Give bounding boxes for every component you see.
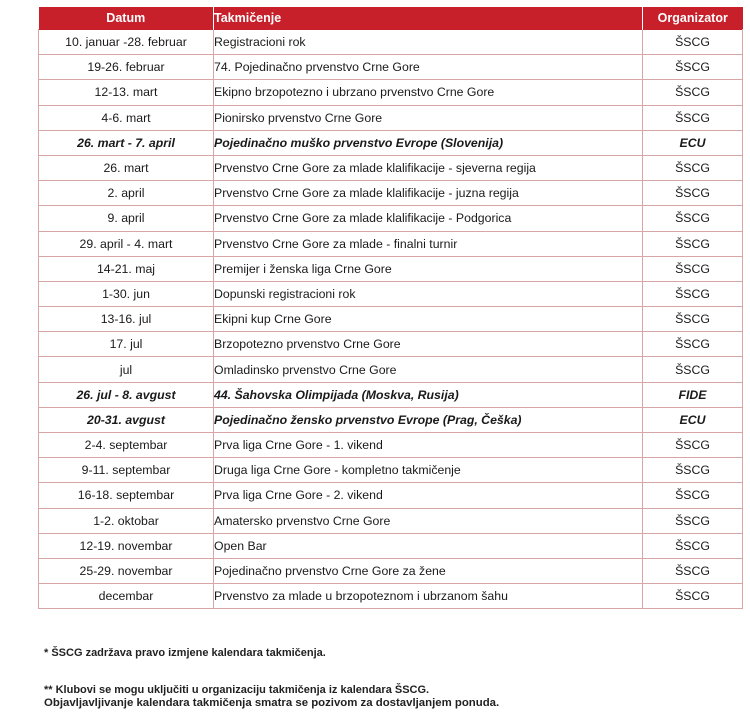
row-organizer: ŠSCG bbox=[643, 80, 743, 105]
row-date: 1-2. oktobar bbox=[39, 508, 214, 533]
row-organizer: ŠSCG bbox=[643, 357, 743, 382]
row-date: 26. mart bbox=[39, 155, 214, 180]
row-date: 2-4. septembar bbox=[39, 433, 214, 458]
row-organizer: ŠSCG bbox=[643, 30, 743, 55]
table-row bbox=[39, 181, 743, 206]
row-competition: Dopunski registracioni rok bbox=[214, 281, 643, 306]
header-organizer: Organizator bbox=[643, 7, 743, 30]
row-date: 9-11. septembar bbox=[39, 458, 214, 483]
row-date: 14-21. maj bbox=[39, 256, 214, 281]
row-date: 19-26. februar bbox=[39, 55, 214, 80]
row-competition: Open Bar bbox=[214, 533, 643, 558]
row-organizer: ECU bbox=[643, 407, 743, 432]
row-organizer: ŠSCG bbox=[643, 105, 743, 130]
row-competition: Pionirsko prvenstvo Crne Gore bbox=[214, 105, 643, 130]
header-date: Datum bbox=[39, 7, 214, 30]
table-row bbox=[39, 558, 743, 583]
table-header-row bbox=[39, 7, 743, 30]
row-competition: 44. Šahovska Olimpijada (Moskva, Rusija) bbox=[214, 382, 643, 407]
row-competition: Registracioni rok bbox=[214, 30, 643, 55]
row-date: decembar bbox=[39, 584, 214, 609]
table-row bbox=[39, 584, 743, 609]
competition-calendar-table bbox=[38, 7, 743, 609]
row-date: 25-29. novembar bbox=[39, 558, 214, 583]
row-date: 10. januar -28. februar bbox=[39, 30, 214, 55]
row-competition: Prvenstvo Crne Gore za mlade klalifikacije - Podgorica bbox=[214, 206, 643, 231]
table-row bbox=[39, 357, 743, 382]
row-organizer: ŠSCG bbox=[643, 206, 743, 231]
row-date: 29. april - 4. mart bbox=[39, 231, 214, 256]
row-date: 13-16. jul bbox=[39, 307, 214, 332]
table-row bbox=[39, 433, 743, 458]
row-date: 4-6. mart bbox=[39, 105, 214, 130]
row-competition: 74. Pojedinačno prvenstvo Crne Gore bbox=[214, 55, 643, 80]
row-organizer: ŠSCG bbox=[643, 584, 743, 609]
row-competition: Prva liga Crne Gore - 2. vikend bbox=[214, 483, 643, 508]
row-organizer: ŠSCG bbox=[643, 181, 743, 206]
row-organizer: ŠSCG bbox=[643, 433, 743, 458]
row-date: 9. april bbox=[39, 206, 214, 231]
row-organizer: ŠSCG bbox=[643, 533, 743, 558]
row-date: jul bbox=[39, 357, 214, 382]
row-organizer: ŠSCG bbox=[643, 55, 743, 80]
row-organizer: ŠSCG bbox=[643, 231, 743, 256]
row-date: 20-31. avgust bbox=[39, 407, 214, 432]
table-row bbox=[39, 332, 743, 357]
row-organizer: ŠSCG bbox=[643, 155, 743, 180]
table-row bbox=[39, 508, 743, 533]
row-organizer: ŠSCG bbox=[643, 256, 743, 281]
table-row bbox=[39, 483, 743, 508]
row-organizer: ECU bbox=[643, 130, 743, 155]
row-competition: Ekipni kup Crne Gore bbox=[214, 307, 643, 332]
row-date: 26. mart - 7. april bbox=[39, 130, 214, 155]
table-row bbox=[39, 458, 743, 483]
row-competition: Amatersko prvenstvo Crne Gore bbox=[214, 508, 643, 533]
footnote-3: Objavljavljivanje kalendara takmičenja smatra se pozivom za dostavljanjem ponuda. bbox=[44, 697, 500, 709]
table-row bbox=[39, 55, 743, 80]
row-date: 17. jul bbox=[39, 332, 214, 357]
row-competition: Pojedinačno prvenstvo Crne Gore za žene bbox=[214, 558, 643, 583]
table-row bbox=[39, 30, 743, 55]
table-row bbox=[39, 281, 743, 306]
row-competition: Prvenstvo Crne Gore za mlade klalifikacije - juzna regija bbox=[214, 181, 643, 206]
table-row bbox=[39, 382, 743, 407]
row-competition: Brzopotezno prvenstvo Crne Gore bbox=[214, 332, 643, 357]
row-date: 2. april bbox=[39, 181, 214, 206]
table-row bbox=[39, 105, 743, 130]
row-competition: Pojedinačno žensko prvenstvo Evrope (Prag, Češka) bbox=[214, 407, 643, 432]
row-competition: Prvenstvo za mlade u brzopoteznom i ubrzanom šahu bbox=[214, 584, 643, 609]
row-organizer: ŠSCG bbox=[643, 458, 743, 483]
row-organizer: ŠSCG bbox=[643, 281, 743, 306]
row-date: 1-30. jun bbox=[39, 281, 214, 306]
row-competition: Druga liga Crne Gore - kompletno takmičenje bbox=[214, 458, 643, 483]
row-date: 12-13. mart bbox=[39, 80, 214, 105]
table-row bbox=[39, 307, 743, 332]
row-organizer: ŠSCG bbox=[643, 332, 743, 357]
row-organizer: ŠSCG bbox=[643, 307, 743, 332]
table-body bbox=[39, 30, 743, 609]
table-row bbox=[39, 256, 743, 281]
row-competition: Pojedinačno muško prvenstvo Evrope (Slovenija) bbox=[214, 130, 643, 155]
header-competition: Takmičenje bbox=[214, 7, 643, 30]
table-row bbox=[39, 130, 743, 155]
row-organizer: ŠSCG bbox=[643, 558, 743, 583]
row-organizer: ŠSCG bbox=[643, 483, 743, 508]
row-date: 12-19. novembar bbox=[39, 533, 214, 558]
row-organizer: ŠSCG bbox=[643, 508, 743, 533]
table-row bbox=[39, 533, 743, 558]
row-competition: Omladinsko prvenstvo Crne Gore bbox=[214, 357, 643, 382]
table-row bbox=[39, 80, 743, 105]
row-competition: Prvenstvo Crne Gore za mlade klalifikacije - sjeverna regija bbox=[214, 155, 643, 180]
row-date: 16-18. septembar bbox=[39, 483, 214, 508]
row-date: 26. jul - 8. avgust bbox=[39, 382, 214, 407]
footnote-2: ** Klubovi se mogu uključiti u organizaciju takmičenja iz kalendara ŠSCG. bbox=[44, 684, 430, 696]
row-competition: Ekipno brzopotezno i ubrzano prvenstvo Crne Gore bbox=[214, 80, 643, 105]
table-row bbox=[39, 407, 743, 432]
row-competition: Premijer i ženska liga Crne Gore bbox=[214, 256, 643, 281]
table-row bbox=[39, 206, 743, 231]
table-row bbox=[39, 155, 743, 180]
row-competition: Prvenstvo Crne Gore za mlade - finalni turnir bbox=[214, 231, 643, 256]
table-row bbox=[39, 231, 743, 256]
footnote-1: * ŠSCG zadržava pravo izmjene kalendara takmičenja. bbox=[44, 647, 326, 659]
row-competition: Prva liga Crne Gore - 1. vikend bbox=[214, 433, 643, 458]
row-organizer: FIDE bbox=[643, 382, 743, 407]
